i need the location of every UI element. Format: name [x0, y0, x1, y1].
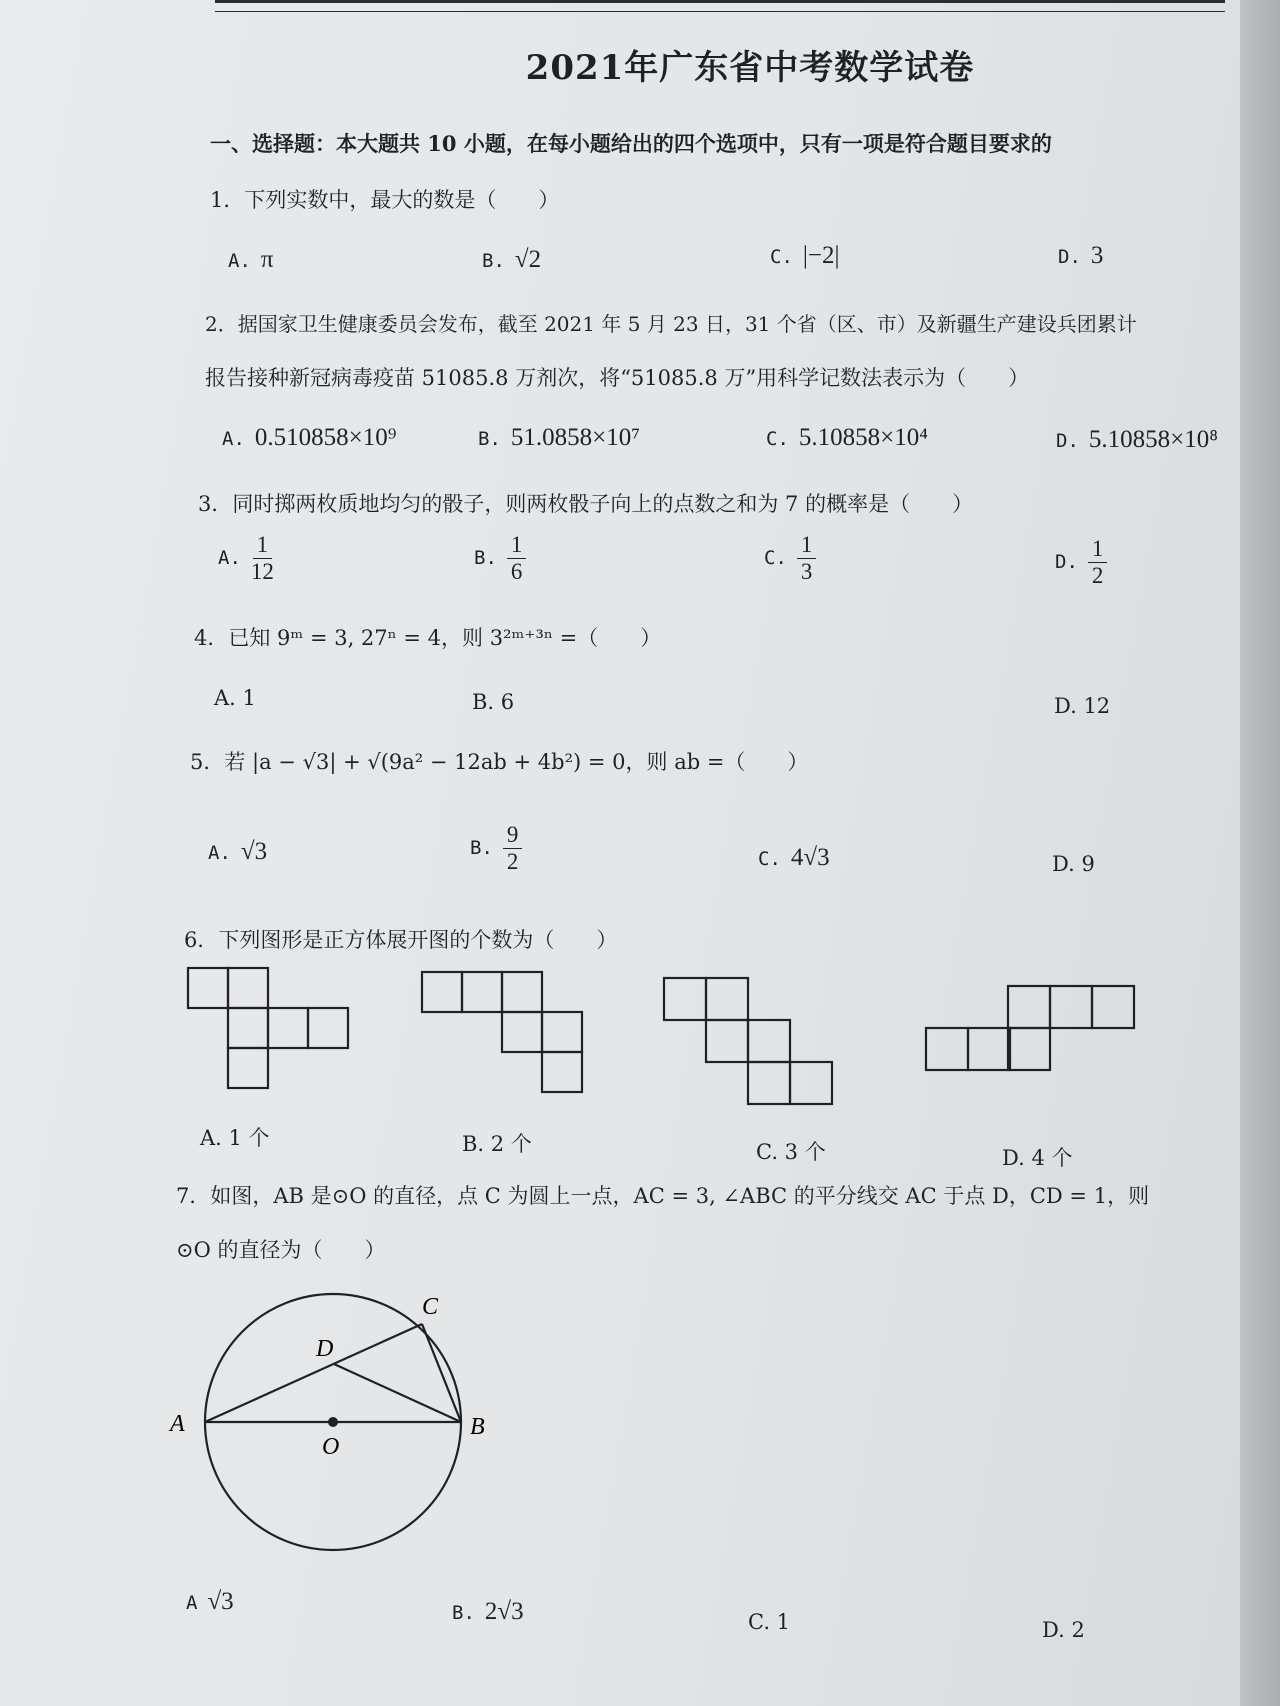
- q6-option-a: A. 1 个: [200, 1126, 270, 1150]
- q6-option-d: D. 4 个: [1002, 1146, 1073, 1170]
- q3-option-a: A. $\frac{1}{12}$: [218, 532, 274, 585]
- question-7-stem-line1: 7．如图，AB 是⊙O 的直径，点 C 为圆上一点，AC = 3, ∠ABC 的平分线交 AC 于点 D，CD = 1，则: [176, 1184, 1150, 1208]
- q1-option-b: B. √2: [482, 246, 542, 273]
- center-point: [329, 1418, 338, 1427]
- q3-option-b: B. $\frac{1}{6}$: [474, 532, 526, 586]
- point-o-label: O: [322, 1434, 340, 1460]
- circle-geometry-figure: [160, 1270, 520, 1570]
- fraction: $\frac{1}{2}$: [1088, 536, 1108, 590]
- q2-option-c: C. 5.10858×10⁴: [766, 424, 928, 451]
- header-rule: [215, 0, 1225, 12]
- q6-option-b: B. 2 个: [462, 1132, 532, 1156]
- q5-option-d: D. 9: [1052, 852, 1095, 876]
- question-5-stem: 5．若 |a − √3| + √(9a² − 12ab + 4b²) = 0，则 ab =（ ）: [190, 750, 809, 774]
- q4-option-b: B. 6: [472, 690, 515, 714]
- chord-ac: [205, 1324, 422, 1422]
- q2-option-a: A. 0.510858×10⁹: [222, 424, 397, 451]
- q1-option-c: C. |−2|: [770, 242, 840, 269]
- q2-option-d: D. 5.10858×10⁸: [1056, 426, 1218, 453]
- fraction: $\frac{1}{6}$: [507, 532, 527, 586]
- fraction: $\frac{1}{12}$: [250, 532, 274, 585]
- q5-option-c: C. 4√3: [758, 844, 830, 871]
- page-title: 2021年广东省中考数学试卷: [525, 48, 975, 88]
- question-1-stem: 1．下列实数中，最大的数是（ ）: [210, 188, 560, 212]
- cube-nets-figure: [180, 960, 1180, 1120]
- point-d-label: D: [316, 1336, 334, 1362]
- q7-option-c: C. 1: [748, 1610, 791, 1634]
- q7-option-d: D. 2: [1042, 1618, 1085, 1642]
- question-2-stem-line2: 报告接种新冠病毒疫苗 51085.8 万剂次，将“51085.8 万”用科学记数法表示为（ ）: [205, 366, 1030, 390]
- q3-option-c: C. $\frac{1}{3}$: [764, 532, 816, 586]
- q3-option-d: D. $\frac{1}{2}$: [1055, 536, 1107, 590]
- cube-net-d: [926, 986, 1134, 1070]
- q5-option-a: A. √3: [208, 838, 268, 865]
- fraction: $\frac{9}{2}$: [503, 822, 523, 876]
- cube-net-a: [188, 968, 348, 1088]
- question-6-stem: 6．下列图形是正方体展开图的个数为（ ）: [184, 928, 618, 952]
- point-b-label: B: [470, 1414, 485, 1440]
- q1-option-d: D. 3: [1058, 242, 1104, 269]
- q6-option-c: C. 3 个: [756, 1140, 826, 1164]
- cube-net-c: [664, 978, 832, 1104]
- section-heading: 一、选择题：本大题共 10 小题，在每小题给出的四个选项中，只有一项是符合题目要求的: [210, 131, 1052, 156]
- point-a-label: A: [170, 1411, 185, 1437]
- question-3-stem: 3．同时掷两枚质地均匀的骰子，则两枚骰子向上的点数之和为 7 的概率是（ ）: [198, 492, 974, 516]
- point-c-label: C: [422, 1294, 439, 1320]
- page-edge: [1240, 0, 1280, 1706]
- question-4-stem: 4．已知 9ᵐ = 3, 27ⁿ = 4，则 3²ᵐ⁺³ⁿ =（ ）: [194, 626, 662, 650]
- cube-net-b: [422, 972, 582, 1092]
- question-7-stem-line2: ⊙O 的直径为（ ）: [176, 1238, 386, 1262]
- q4-option-d: D. 12: [1054, 694, 1111, 718]
- q7-option-b: B. 2√3: [452, 1598, 524, 1625]
- q4-option-a: A. 1: [214, 686, 256, 710]
- question-2-stem-line1: 2．据国家卫生健康委员会发布，截至 2021 年 5 月 23 日，31 个省（区、市）及新疆生产建设兵团累计: [205, 312, 1137, 336]
- q2-option-b: B. 51.0858×10⁷: [478, 424, 640, 451]
- q7-option-a: A √3: [186, 1588, 234, 1615]
- q5-option-b: B. $\frac{9}{2}$: [470, 822, 522, 876]
- q1-option-a: A. π: [228, 246, 274, 273]
- fraction: $\frac{1}{3}$: [797, 532, 817, 586]
